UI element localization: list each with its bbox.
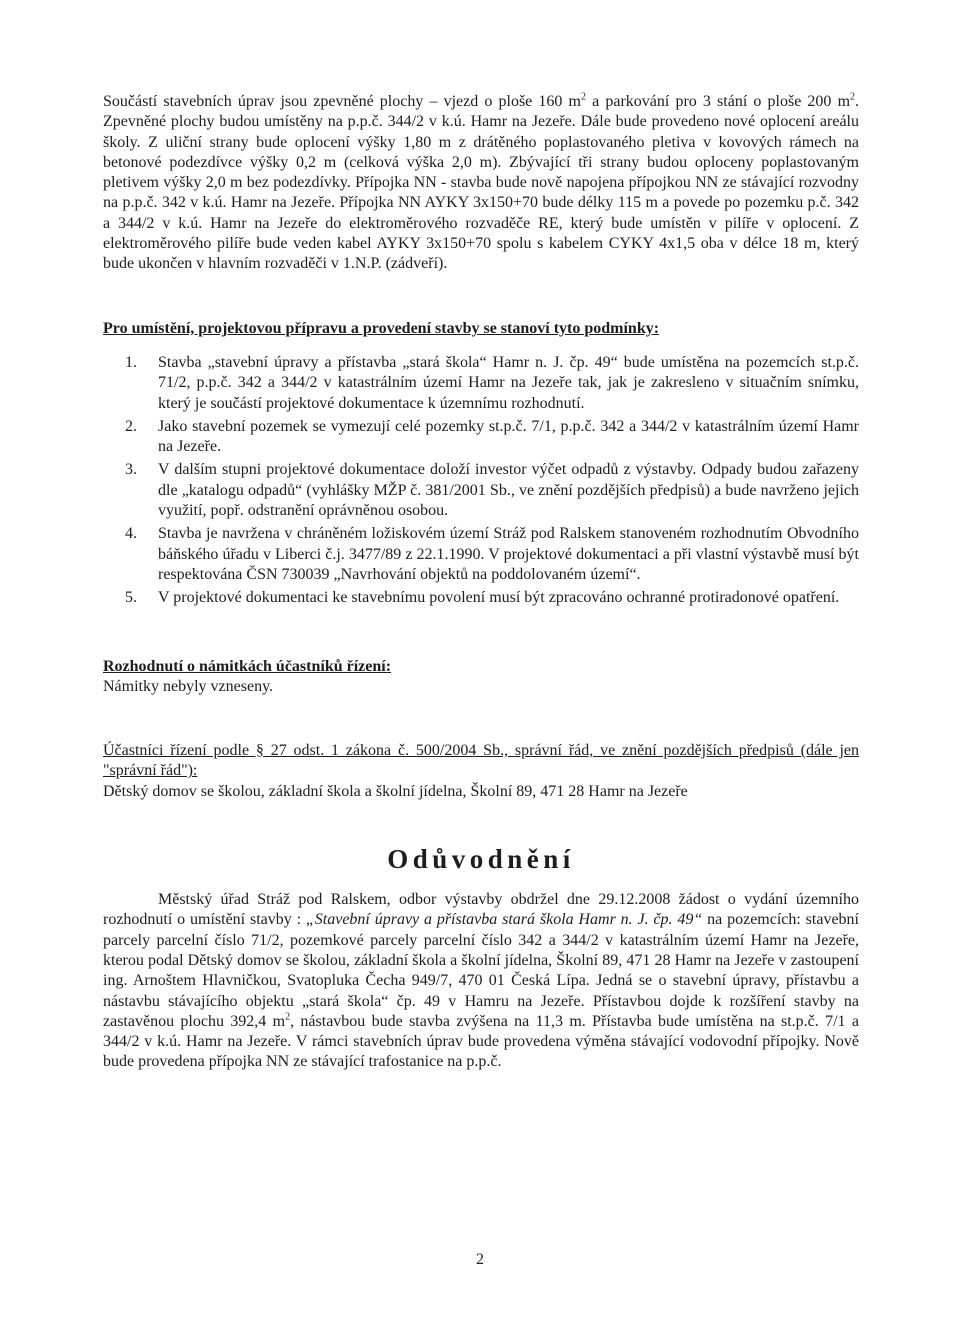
page-number: 2 bbox=[476, 1251, 484, 1268]
condition-number: 1. bbox=[125, 353, 137, 371]
condition-item bbox=[103, 417, 859, 458]
participants-heading: Účastníci řízení podle § 27 odst. 1 zákona č. 500/2004 Sb., správní řád, ve znění pozdějších předpisů (dále jen "správní řád"): bbox=[103, 742, 859, 780]
intro-text-3: . Zpevněné plochy budou umístěny na p.p.č. 344/2 v k.ú. Hamr na Jezeře. Dále bude provedeno nové oplocení areálu školy. Z uliční strany bude oplocení výšky 1,80 m z drátěného poplastovaného pletiva v kovových rámech na betonové podezdívce výšky 0,2 m (celková výška 2,0 m). Zbývající tři strany budou oploceny poplastovaným pletivem výšky 2,0 m bez podezdívky. Přípojka NN - stavba bude nově napojena přípojkou NN ze stávající rozvodny na p.p.č. 342 v k.ú. Hamr na Jezeře. Přípojka NN AYKY 3x150+70 bude délky 115 m a povede po pozemku p.č. 342 a 344/2 v k.ú. Hamr na Jezeře do elektroměrového rozvaděče RE, který bude umístěn v pilíře v oplocení. Z elektroměrového pilíře bude veden kabel AYKY 3x150+70 spolu s kabelem CYKY 4x1,5 oba v délce 18 m, který bude ukončen v hlavním rozvaděči v 1.N.P. (zádveří). bbox=[103, 93, 860, 273]
condition-item bbox=[103, 588, 859, 608]
condition-text: V dalším stupni projektové dokumentace doloží investor výčet odpadů z výstavby. Odpady budou zařazeny dle „katalogu odpadů“ (vyhlášky MŽP č. 381/2001 Sb., ve znění pozdějších předpisů) a bude navrženo jejich využití, popř. odstranění oprávněnou osobou. bbox=[158, 461, 859, 520]
project-name: „Stavební úpravy a přístavba stará škola Hamr n. J. čp. 49“ bbox=[305, 911, 703, 929]
condition-item bbox=[103, 460, 859, 521]
condition-number: 2. bbox=[125, 417, 137, 435]
superscript: 2 bbox=[285, 1011, 291, 1023]
intro-text-2: a parkování pro 3 stání o ploše 200 m bbox=[586, 93, 851, 110]
conditions-list bbox=[103, 353, 859, 609]
condition-item bbox=[103, 353, 859, 414]
objections-text: Námitky nebyly vzneseny. bbox=[103, 677, 274, 695]
condition-item bbox=[103, 524, 859, 585]
condition-number: 3. bbox=[125, 461, 137, 479]
intro-text-1: Součástí stavebních úprav jsou zpevněné plochy – vjezd o ploše 160 m bbox=[103, 93, 581, 110]
condition-text: Stavba „stavební úpravy a přístavba „stará škola“ Hamr n. J. čp. 49“ bude umístěna na pozemcích st.p.č. 71/2, p.p.č. 342 a 344/2 v katastrálním území Hamr na Jezeře tak, jak je zakresleno v situačním snímku, který je součástí projektové dokumentace k územnímu rozhodnutí. bbox=[158, 353, 859, 412]
condition-text: V projektové dokumentaci ke stavebnímu povolení musí být zpracováno ochranné protiradonové opatření. bbox=[158, 589, 840, 607]
participants-section bbox=[103, 741, 859, 802]
superscript: 2 bbox=[850, 91, 856, 103]
objections-heading: Rozhodnutí o námitkách účastníků řízení: bbox=[103, 657, 392, 675]
document-page bbox=[103, 92, 859, 1073]
objections-section bbox=[103, 657, 859, 698]
condition-text: Jako stavební pozemek se vymezují celé pozemky st.p.č. 7/1, p.p.č. 342 a 344/2 v katastrálním území Hamr na Jezeře. bbox=[158, 417, 859, 456]
condition-number: 5. bbox=[125, 589, 137, 607]
conditions-heading: Pro umístění, projektovou přípravu a provedení stavby se stanoví tyto podmínky: bbox=[103, 319, 660, 337]
reasoning-text-2: na pozemcích: stavební parcely parcelní číslo 71/2, pozemkové parcely parcelní číslo 342 a 344/2 v katastrálním území Hamr na Jezeře, kterou podal Dětský domov se školou, základní škola a školní jídelna, Školní 89, 471 28 Hamr na Jezeře v zastoupení ing. Arnoštem Hlavničkou, Svatopluka Čecha 949/7, 470 01 Česká Lípa. Jedná se o stavební úpravy, přístavbu a nástavbu stávajícího objektu „stará škola“ čp. 49 v Hamru na Jezeře. Přístavbou dojde k rozšíření stavby na zastavěnou plochu 392,4 m bbox=[103, 911, 859, 1030]
intro-paragraph bbox=[103, 92, 859, 275]
reasoning-paragraph bbox=[103, 890, 859, 1073]
reasoning-text-1: Městský úřad Stráž pod Ralskem, odbor výstavby obdržel dne 29.12.2008 žádost o vydání územního rozhodnutí o umístění stavby : bbox=[103, 891, 859, 929]
participants-text: Dětský domov se školou, základní škola a školní jídelna, Školní 89, 471 28 Hamr na Jezeře bbox=[103, 782, 688, 800]
condition-number: 4. bbox=[125, 525, 137, 543]
reasoning-title: Odůvodnění bbox=[387, 844, 575, 875]
superscript: 2 bbox=[581, 91, 586, 103]
reasoning-text-3: , nástavbou bude stavba zvýšena na 11,3 m. Přístavba bude umístěna na st.p.č. 7/1 a 344/2 v k.ú. Hamr na Jezeře. V rámci stavebních úprav bude provedena výměna stávající vodovodní přípojky. Nově bude provedena přípojka NN ze stávající trafostanice na p.p.č. bbox=[103, 1012, 860, 1071]
condition-text: Stavba je navržena v chráněném ložiskovém území Stráž pod Ralskem stanoveném rozhodnutím Obvodního báňského úřadu v Liberci č.j. 3477/89 z 22.1.1990. V projektové dokumentaci a při vlastní výstavbě musí být respektována ČSN 730039 „Navrhování objektů na poddolovaném území“. bbox=[158, 525, 859, 583]
